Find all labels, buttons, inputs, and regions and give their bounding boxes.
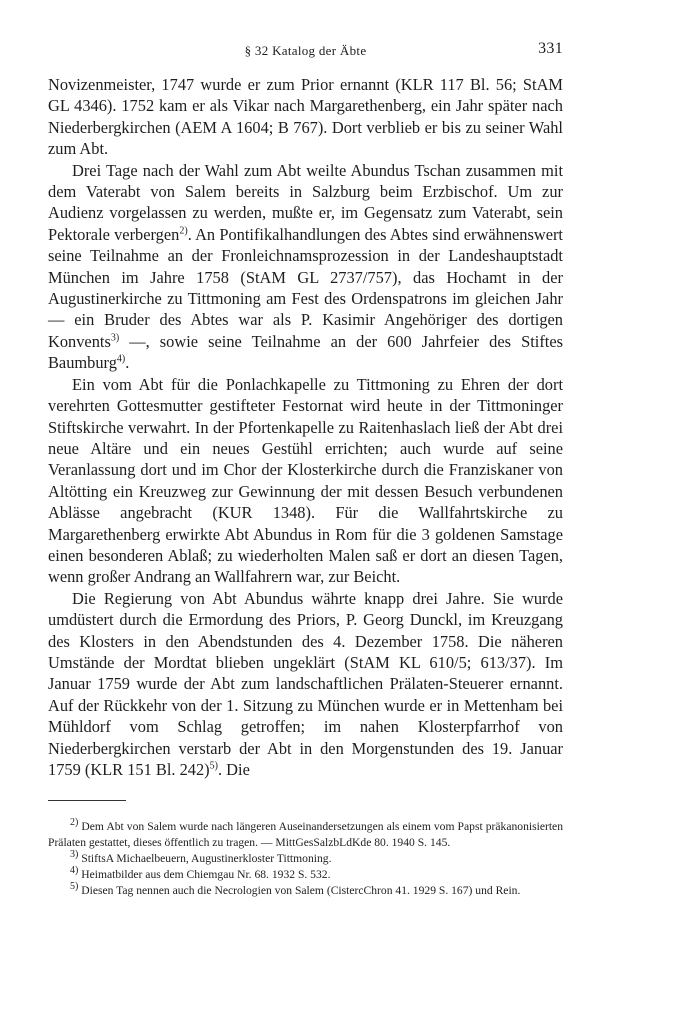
footnote-mark: 5) [70,880,79,892]
text-run: . [125,353,130,373]
paragraph [48,374,563,588]
footnote-divider [48,800,126,801]
footnote [48,819,563,851]
text-run: Die Regierung von Abt Abundus währte knapp drei Jahre. Sie wurde umdüstert durch die Ermordung des Priors, P. Georg Dunckl, im Kreuzgang des Klosters in den Abendstunden des 4. Dezember 1758. Die näheren Umstände der Mordtat blieben ungeklärt (StAM KL 610/5; 613/37). Im Januar 1759 wurde der Abt zum landschaftlichen Prälaten-Steuerer ernannt. Auf der Rückkehr von der 1. Sitzung zu München wurde er in Mettenham bei Mühldorf vom Schlag getroffen; im nahen Klosterpfarrhof von Niederbergkirchen verstarb der Abt in den Morgenstunden des 19. Januar 1759 (KLR 151 Bl. 242) [48,588,563,779]
footnote-text: StiftsA Michaelbeuern, Augustinerkloster Tittmoning. [78,852,332,865]
text-run: . An Pontifikalhandlungen des Abtes sind erwähnenswert seine Teilnahme an der Fronleichnamsprozession in der Landeshauptstadt München im Jahre 1758 (StAM GL 2737/757), das Hochamt in der Augustinerkirche zu Tittmoning am Fest des Ordenspatrons im gleichen Jahr — ein Bruder des Abtes war als P. Kasimir Angehöriger des dortigen Konvents [48,224,563,351]
text-run: Drei Tage nach der Wahl zum Abt weilte Abundus Tschan zusammen mit dem Vaterabt von Salem bereits in Salzburg beim Erzbischof. Um zur Audienz vorgelassen zu werden, mußte er, im Gegensatz zum Vaterabt, sein Pektorale verbergen [48,160,563,244]
footnote [48,864,563,883]
text-run: . Die [217,760,250,779]
text-run: —, sowie seine Teilnahme an der 600 Jahrfeier des Stiftes Baumburg [48,331,563,373]
footnote-mark: 4) [70,864,79,876]
footnote-reference: 5) [209,760,218,772]
footnote [48,851,563,867]
text-run: Novizenmeister, 1747 wurde er zum Prior ernannt (KLR 117 Bl. 56; StAM GL 4346). 1752 kam er als Vikar nach Margarethenberg, ein Jahr später nach Niederbergkirchen (AEM A 1604; B 767). Dort verblieb er bis zu seiner Wahl zum Abt. [48,75,563,159]
footnote-text: Dem Abt von Salem wurde nach längeren Auseinandersetzungen als einem vom Papst präkanonisierten Prälaten gestattet, dieses öffentlich zu tragen. — MittGesSalzbLdKde 80. 1940 S. 145. [48,820,563,850]
footnote-reference: 3) [110,332,120,344]
section-title: § 32 Katalog der Äbte [244,43,367,58]
book-page [48,40,563,898]
paragraph [48,588,563,781]
footnotes [48,819,563,898]
running-head [48,40,563,62]
footnote-text: Heimatbilder aus dem Chiemgau Nr. 68. 1932 S. 532. [78,867,331,881]
footnote [48,880,563,899]
text-run: Ein vom Abt für die Ponlachkapelle zu Tittmoning zu Ehren der dort verehrten Gottesmutter gestifteter Festornat wird heute in der Tittmoninger Stiftskirche verwahrt. In der Pfortenkapelle zu Raitenhaslach ließ der Abt drei neue Altäre und ein neues Gestühl errichten; auch wurde auf seine Veranlassung dort und im Chor der Klosterkirche durch die Franziskaner von Altötting ein Kreuzweg zur Gewinnung der mit dessen Besuch verbundenen Ablässe angebracht (KUR 1348). Für die Wallfahrtskirche zu Margarethenberg erwirkte Abt Abundus in Rom für die 3 goldenen Samstage einen besonderen Ablaß; zu wiederholten Malen saß er dort an diesen Tagen, wenn großer Andrang an Wallfahrern war, zur Beicht. [48,374,563,587]
footnote-text: Diesen Tag nennen auch die Necrologien von Salem (CistercChron 41. 1929 S. 167) und Rein. [78,883,521,897]
paragraph [48,160,563,374]
paragraph [48,74,563,160]
footnote-reference: 4) [116,353,126,365]
footnote-reference: 2) [179,225,188,237]
footnote-mark: 2) [70,817,79,829]
footnote-mark: 3) [70,849,79,861]
page-number: 331 [538,40,563,57]
main-text [48,74,563,780]
